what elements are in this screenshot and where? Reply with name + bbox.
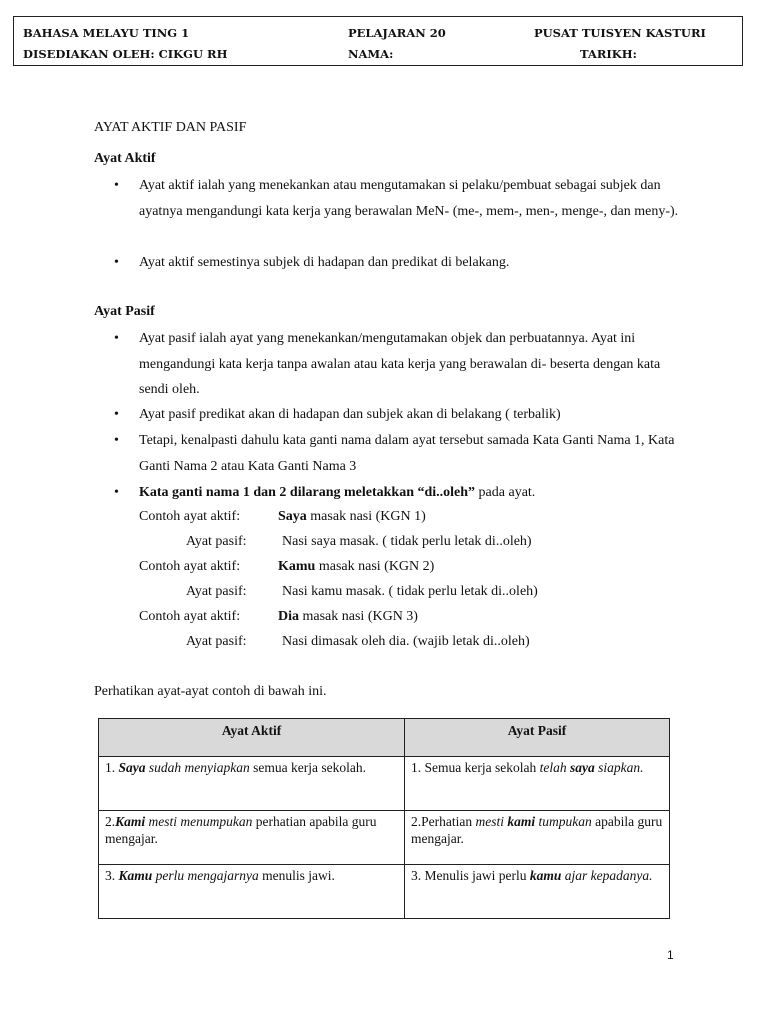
cell-subject: kami	[503, 814, 536, 829]
example-pasif-label-1: Ayat pasif:	[186, 534, 247, 549]
table-header-aktif: Ayat Aktif	[99, 719, 405, 757]
table-cell-pasif-2	[405, 811, 670, 865]
aktif-heading: Ayat Aktif	[94, 151, 156, 166]
table-header-pasif: Ayat Pasif	[405, 719, 670, 757]
table-cell-aktif-3	[99, 865, 405, 919]
example-subject-2: Kamu	[278, 559, 316, 574]
example-subject-1: Saya	[278, 509, 307, 524]
cell-verb: perlu mengajarnya	[152, 868, 259, 883]
cell-verb: telah	[539, 760, 567, 775]
cell-pre: 1. Semua kerja sekolah	[411, 760, 540, 775]
example-aktif-rest-1: masak nasi (KGN 1)	[306, 509, 426, 524]
table-header-row	[99, 719, 670, 757]
table-row	[99, 865, 670, 919]
example-aktif-rest-3: masak nasi (KGN 3)	[299, 609, 418, 624]
cell-subject: Kami	[115, 814, 146, 829]
cell-rest: semua kerja sekolah.	[249, 760, 366, 775]
pasif-bullet-3: • Tetapi, kenalpasti dahulu kata ganti nama dalam ayat tersebut samada Kata Ganti Nama 1, Kata Ganti Nama 2 atau Kata Ganti Nama 3	[139, 428, 684, 479]
example-aktif-3	[278, 609, 418, 625]
example-pasif-3: Nasi dimasak oleh dia. (wajib letak di..oleh)	[282, 634, 530, 649]
cell-post: tumpukan	[535, 814, 592, 829]
aktif-bullet-1: • Ayat aktif ialah yang menekankan atau mengutamakan si pelaku/pembuat sebagai subjek dan ayatnya mengandungi kata kerja yang berawalan MeN- (me-, mem-, men-, menge-, dan meny-).	[139, 173, 684, 224]
example-aktif-1	[278, 509, 426, 525]
table-cell-pasif-3	[405, 865, 670, 919]
cell-subject: Saya	[118, 760, 146, 775]
aktif-bullet-2: • Ayat aktif semestinya subjek di hadapan dan predikat di belakang.	[139, 250, 684, 276]
cell-post: siapkan.	[594, 760, 644, 775]
table-cell-aktif-2	[99, 811, 405, 865]
header-date-label: TARIKH:	[580, 47, 637, 61]
pasif-rule-bold: Kata ganti nama 1 dan 2 dilarang meletakkan “di..oleh”	[139, 485, 476, 500]
header-name-label: NAMA:	[348, 47, 394, 61]
table-cell-pasif-1	[405, 757, 670, 811]
example-pasif-label-2: Ayat pasif:	[186, 584, 247, 599]
pasif-rule-rest: pada ayat.	[475, 485, 536, 500]
example-aktif-label-2: Contoh ayat aktif:	[139, 559, 241, 574]
cell-post: ajar kepadanya.	[561, 868, 653, 883]
header-box	[13, 16, 743, 66]
example-aktif-label-1: Contoh ayat aktif:	[139, 509, 241, 524]
pasif-rule-bullet	[139, 480, 684, 506]
header-prepared-by: DISEDIAKAN OLEH: CIKGU RH	[23, 47, 228, 61]
example-aktif-label-3: Contoh ayat aktif:	[139, 609, 241, 624]
cell-subject: saya	[566, 760, 595, 775]
header-center: PUSAT TUISYEN KASTURI	[534, 26, 706, 40]
table-cell-aktif-1	[99, 757, 405, 811]
cell-num: 2.	[105, 814, 116, 829]
cell-pre: 3. Menulis jawi perlu	[411, 868, 530, 883]
table-row	[99, 811, 670, 865]
cell-tail: apabila guru mengajar.	[411, 814, 663, 846]
pasif-bullet-1: • Ayat pasif ialah ayat yang menekankan/mengutamakan objek dan perbuatannya. Ayat ini mengandungi kata kerja tanpa awalan atau kata kerja yang berawalan di- beserta dengan kata sendi oleh.	[139, 326, 684, 403]
cell-subject: kamu	[529, 868, 562, 883]
cell-verb: sudah menyiapkan	[145, 760, 250, 775]
cell-num: 1.	[105, 760, 119, 775]
example-pasif-label-3: Ayat pasif:	[186, 634, 247, 649]
document-title: AYAT AKTIF DAN PASIF	[94, 120, 247, 135]
table-intro: Perhatikan ayat-ayat contoh di bawah ini.	[94, 684, 327, 699]
cell-rest: menulis jawi.	[258, 868, 335, 883]
header-lesson: PELAJARAN 20	[348, 26, 446, 40]
example-subject-3: Dia	[278, 609, 299, 624]
cell-pre: 2.Perhatian	[411, 814, 476, 829]
example-pasif-1: Nasi saya masak. ( tidak perlu letak di..oleh)	[282, 534, 532, 549]
example-pasif-2: Nasi kamu masak. ( tidak perlu letak di..oleh)	[282, 584, 538, 599]
cell-num: 3.	[105, 868, 119, 883]
example-table	[98, 718, 670, 919]
cell-subject: Kamu	[118, 868, 153, 883]
cell-verb: mesti menumpukan	[145, 814, 253, 829]
cell-rest: perhatian apabila guru mengajar.	[105, 814, 377, 846]
pasif-bullet-2: • Ayat pasif predikat akan di hadapan dan subjek akan di belakang ( terbalik)	[139, 402, 684, 428]
page-number: 1	[667, 948, 674, 962]
example-aktif-2	[278, 559, 434, 575]
example-aktif-rest-2: masak nasi (KGN 2)	[315, 559, 435, 574]
pasif-heading: Ayat Pasif	[94, 304, 155, 319]
table-row	[99, 757, 670, 811]
cell-verb: mesti	[475, 814, 504, 829]
header-subject: BAHASA MELAYU TING 1	[23, 26, 190, 40]
